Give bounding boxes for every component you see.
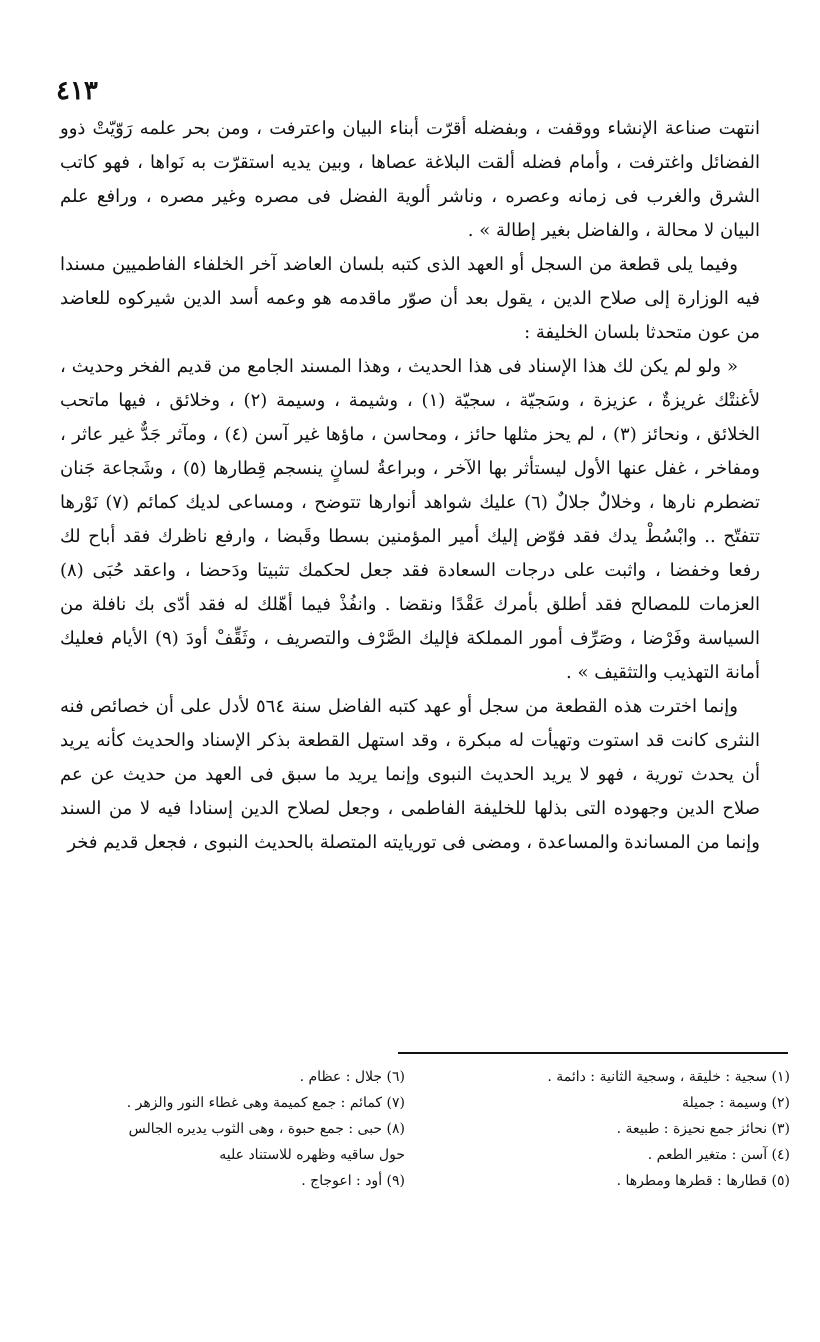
- footnote-continuation: حول ساقيه وظهره للاستناد عليه: [219, 1147, 405, 1163]
- footnote-divider: [398, 1052, 788, 1054]
- footnote: (٦) جلال : عظام .: [299, 1069, 405, 1085]
- footnote: (٨) حبى : جمع حبوة ، وهى الثوب يديره الجالس: [128, 1121, 405, 1137]
- paragraph: انتهت صناعة الإنشاء ووقفت ، وبفضله أقرّت أبناء البيان واعترفت ، ومن بحر علمه رَوّيّتْ ذوو الفضائل واغترفت ، وأمام فضله ألقت البلاغة عصاها ، وبين يديه استقرّت به نَواها ، فهو كاتب الشرق والغرب فى زمانه وعصره ، وناشر ألوية الفضل فى مصره وغير مصره ، ورافع علم البيان لا محالة ، والفاضل بغير إطالة » .: [60, 118, 760, 241]
- footnote: (٢) وسيمة : جميلة: [682, 1095, 790, 1111]
- footnote: (٥) قطارها : قطرها ومطرها .: [616, 1173, 790, 1189]
- footnotes: [60, 1064, 790, 1194]
- quoted-paragraph: « ولو لم يكن لك هذا الإسناد فى هذا الحديث ، وهذا المسند الجامع من قديم الفخر وحديث ، لأغنتْك غريزةٌ ، عزيزة ، وسَجيّة ، سجيّة (١) ، وشيمة ، وسيمة (٢) ، وخلائق ، فيها ماتحب الخلائق ، ونحائز (٣) ، لم يحز مثلها حائز ، ومحاسن ، ماؤها غير آسن (٤) ، ومآثر جَدٌّ غير عاثر ، ومفاخر ، غفل عنها الأول ليستأثر بها الآخر ، وبراعةُ لسانٍ ينسجم قِطارها (٥) ، وشَجاعة جَنان تضطرم نارها ، وخلالٌ جلالٌ (٦) عليك شواهد أنوارها تتوضح ، ومساعى لديك كمائم (٧) نَوْرها تتفتّح .. وابْسُطْ يدك فقد فوّض إليك أمير المؤمنين بسطا وقَبضا ، وارفع ناظرك فقد أباح لك رفعا وخفضا ، واثبت على درجات السعادة فقد جعل لحكمك تثبيتا ودَحضا ، واعقد حُبَى (٨) العزمات للمصالح فقد أطلق بأمرك عَقْدًا ونقضا . وانفُذْ فيما أهّلك له فقد أدّى بك نافلة من السياسة وفَرْضا ، وصَرِّف أمور المملكة فإليك الصَّرْف والتصريف ، وثَقِّفْ أودَ (٩) الأيام فعليك أمانة التهذيب والتثقيف » .: [60, 356, 760, 683]
- footnote: (٤) آسن : متغير الطعم .: [647, 1147, 790, 1163]
- footnotes-right-column: [445, 1064, 790, 1194]
- footnote: (١) سجية : خليقة ، وسجية الثانية : دائمة .: [547, 1069, 790, 1085]
- paragraph: وإنما اخترت هذه القطعة من سجل أو عهد كتبه الفاضل سنة ٥٦٤ لأدل على أن خصائص فنه النثرى كانت قد استوت وتهيأت له مبكرة ، وقد استهل القطعة بذكر الإسناد والحديث كأنه يريد أن يحدث تورية ، فهو لا يريد الحديث النبوى وإنما يريد ما سبق فى العهد من حديث عن عم صلاح الدين وجهوده التى بذلها للخليفة الفاطمى ، وجعل لصلاح الدين إسنادا فيه لا من السند وإنما من المساندة والمساعدة ، ومضى فى توريايته المتصلة بالحديث النبوى ، فجعل قديم فخر: [60, 696, 760, 853]
- body-text: [60, 112, 760, 860]
- footnotes-left-column: [60, 1064, 405, 1194]
- footnote: (٩) أود : اعوجاج .: [301, 1173, 405, 1189]
- paragraph: وفيما يلى قطعة من السجل أو العهد الذى كتبه بلسان العاضد آخر الخلفاء الفاطميين مسندا فيه الوزارة إلى صلاح الدين ، يقول بعد أن صوّر ماقدمه هو وعمه أسد الدين شيركوه للعاضد من عون متحدثا بلسان الخليفة :: [60, 254, 760, 343]
- footnote: (٣) نحائز جمع نحيزة : طبيعة .: [616, 1121, 790, 1137]
- page-number: ٤١٣: [56, 76, 98, 106]
- footnote: (٧) كمائم : جمع كميمة وهى غطاء النور والزهر .: [126, 1095, 405, 1111]
